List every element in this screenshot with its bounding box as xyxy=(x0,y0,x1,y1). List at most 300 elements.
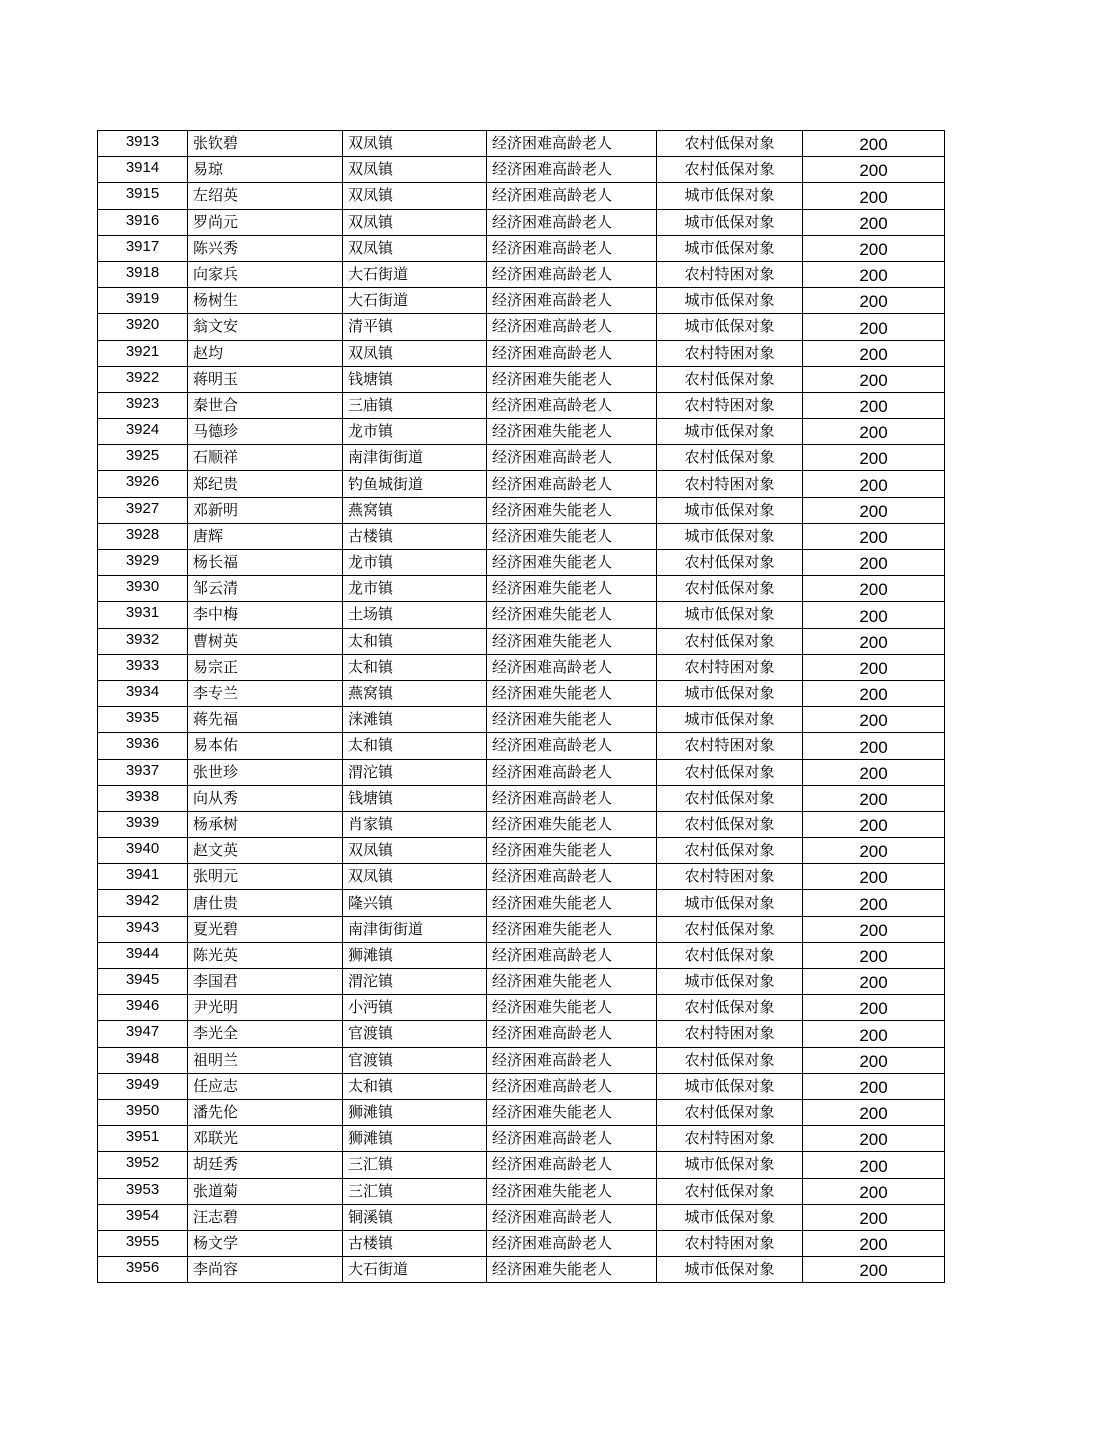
category-cell: 经济困难高龄老人 xyxy=(487,340,657,366)
town-cell: 三庙镇 xyxy=(343,392,487,418)
amount-cell: 200 xyxy=(803,1047,945,1073)
name-cell: 李中梅 xyxy=(188,602,343,628)
amount-cell: 200 xyxy=(803,733,945,759)
name-cell: 李专兰 xyxy=(188,680,343,706)
name-cell: 杨树生 xyxy=(188,288,343,314)
category-cell: 经济困难失能老人 xyxy=(487,523,657,549)
table-row xyxy=(98,523,945,549)
name-cell: 左绍英 xyxy=(188,183,343,209)
table-row xyxy=(98,497,945,523)
category-cell: 经济困难高龄老人 xyxy=(487,1230,657,1256)
type-cell: 农村低保对象 xyxy=(657,1178,803,1204)
amount-cell: 200 xyxy=(803,1230,945,1256)
category-cell: 经济困难失能老人 xyxy=(487,602,657,628)
amount-cell: 200 xyxy=(803,707,945,733)
table-row xyxy=(98,1047,945,1073)
category-cell: 经济困难失能老人 xyxy=(487,838,657,864)
table-row xyxy=(98,131,945,157)
table-row xyxy=(98,314,945,340)
amount-cell: 200 xyxy=(803,864,945,890)
table-row xyxy=(98,1152,945,1178)
row-number-cell: 3935 xyxy=(98,707,188,733)
amount-cell: 200 xyxy=(803,680,945,706)
town-cell: 官渡镇 xyxy=(343,1047,487,1073)
category-cell: 经济困难失能老人 xyxy=(487,916,657,942)
table-row xyxy=(98,811,945,837)
name-cell: 易宗正 xyxy=(188,654,343,680)
type-cell: 农村低保对象 xyxy=(657,157,803,183)
amount-cell: 200 xyxy=(803,942,945,968)
town-cell: 太和镇 xyxy=(343,1073,487,1099)
amount-cell: 200 xyxy=(803,550,945,576)
type-cell: 农村低保对象 xyxy=(657,838,803,864)
type-cell: 城市低保对象 xyxy=(657,1204,803,1230)
amount-cell: 200 xyxy=(803,838,945,864)
table-row xyxy=(98,209,945,235)
row-number-cell: 3930 xyxy=(98,576,188,602)
amount-cell: 200 xyxy=(803,1178,945,1204)
name-cell: 杨文学 xyxy=(188,1230,343,1256)
name-cell: 任应志 xyxy=(188,1073,343,1099)
town-cell: 狮滩镇 xyxy=(343,1099,487,1125)
amount-cell: 200 xyxy=(803,916,945,942)
town-cell: 龙市镇 xyxy=(343,419,487,445)
table-row xyxy=(98,707,945,733)
name-cell: 赵均 xyxy=(188,340,343,366)
name-cell: 易本佑 xyxy=(188,733,343,759)
row-number-cell: 3929 xyxy=(98,550,188,576)
town-cell: 太和镇 xyxy=(343,733,487,759)
town-cell: 土场镇 xyxy=(343,602,487,628)
name-cell: 张道菊 xyxy=(188,1178,343,1204)
row-number-cell: 3946 xyxy=(98,995,188,1021)
row-number-cell: 3937 xyxy=(98,759,188,785)
category-cell: 经济困难高龄老人 xyxy=(487,864,657,890)
row-number-cell: 3921 xyxy=(98,340,188,366)
name-cell: 秦世合 xyxy=(188,392,343,418)
row-number-cell: 3934 xyxy=(98,680,188,706)
table-row xyxy=(98,942,945,968)
amount-cell: 200 xyxy=(803,969,945,995)
row-number-cell: 3916 xyxy=(98,209,188,235)
name-cell: 祖明兰 xyxy=(188,1047,343,1073)
amount-cell: 200 xyxy=(803,261,945,287)
amount-cell: 200 xyxy=(803,392,945,418)
town-cell: 隆兴镇 xyxy=(343,890,487,916)
amount-cell: 200 xyxy=(803,785,945,811)
type-cell: 城市低保对象 xyxy=(657,969,803,995)
row-number-cell: 3943 xyxy=(98,916,188,942)
type-cell: 农村特困对象 xyxy=(657,261,803,287)
row-number-cell: 3940 xyxy=(98,838,188,864)
row-number-cell: 3917 xyxy=(98,235,188,261)
row-number-cell: 3948 xyxy=(98,1047,188,1073)
amount-cell: 200 xyxy=(803,811,945,837)
category-cell: 经济困难高龄老人 xyxy=(487,157,657,183)
table-row xyxy=(98,733,945,759)
name-cell: 马德珍 xyxy=(188,419,343,445)
name-cell: 邹云清 xyxy=(188,576,343,602)
row-number-cell: 3955 xyxy=(98,1230,188,1256)
amount-cell: 200 xyxy=(803,471,945,497)
table-row xyxy=(98,261,945,287)
name-cell: 石顺祥 xyxy=(188,445,343,471)
category-cell: 经济困难高龄老人 xyxy=(487,209,657,235)
amount-cell: 200 xyxy=(803,576,945,602)
name-cell: 夏光碧 xyxy=(188,916,343,942)
category-cell: 经济困难失能老人 xyxy=(487,811,657,837)
type-cell: 农村低保对象 xyxy=(657,811,803,837)
table-row xyxy=(98,1099,945,1125)
row-number-cell: 3945 xyxy=(98,969,188,995)
table-row xyxy=(98,1204,945,1230)
table-row xyxy=(98,445,945,471)
table-row xyxy=(98,1230,945,1256)
row-number-cell: 3918 xyxy=(98,261,188,287)
amount-cell: 200 xyxy=(803,235,945,261)
row-number-cell: 3928 xyxy=(98,523,188,549)
table-row xyxy=(98,340,945,366)
category-cell: 经济困难高龄老人 xyxy=(487,314,657,340)
town-cell: 狮滩镇 xyxy=(343,942,487,968)
town-cell: 古楼镇 xyxy=(343,1230,487,1256)
table-row xyxy=(98,576,945,602)
type-cell: 农村特困对象 xyxy=(657,1021,803,1047)
table-row xyxy=(98,1126,945,1152)
type-cell: 农村低保对象 xyxy=(657,576,803,602)
type-cell: 农村特困对象 xyxy=(657,471,803,497)
type-cell: 农村低保对象 xyxy=(657,995,803,1021)
type-cell: 农村特困对象 xyxy=(657,340,803,366)
row-number-cell: 3938 xyxy=(98,785,188,811)
name-cell: 李尚容 xyxy=(188,1257,343,1283)
town-cell: 官渡镇 xyxy=(343,1021,487,1047)
amount-cell: 200 xyxy=(803,209,945,235)
name-cell: 杨承树 xyxy=(188,811,343,837)
row-number-cell: 3949 xyxy=(98,1073,188,1099)
amount-cell: 200 xyxy=(803,288,945,314)
type-cell: 城市低保对象 xyxy=(657,1257,803,1283)
type-cell: 城市低保对象 xyxy=(657,602,803,628)
amount-cell: 200 xyxy=(803,759,945,785)
type-cell: 农村低保对象 xyxy=(657,785,803,811)
row-number-cell: 3953 xyxy=(98,1178,188,1204)
category-cell: 经济困难失能老人 xyxy=(487,366,657,392)
table-row xyxy=(98,628,945,654)
name-cell: 向从秀 xyxy=(188,785,343,811)
name-cell: 潘先伦 xyxy=(188,1099,343,1125)
row-number-cell: 3954 xyxy=(98,1204,188,1230)
category-cell: 经济困难高龄老人 xyxy=(487,1021,657,1047)
town-cell: 双凤镇 xyxy=(343,864,487,890)
category-cell: 经济困难高龄老人 xyxy=(487,1047,657,1073)
category-cell: 经济困难高龄老人 xyxy=(487,654,657,680)
table-row xyxy=(98,969,945,995)
town-cell: 铜溪镇 xyxy=(343,1204,487,1230)
type-cell: 农村低保对象 xyxy=(657,942,803,968)
type-cell: 农村特困对象 xyxy=(657,654,803,680)
town-cell: 钓鱼城街道 xyxy=(343,471,487,497)
table-row xyxy=(98,759,945,785)
category-cell: 经济困难高龄老人 xyxy=(487,261,657,287)
amount-cell: 200 xyxy=(803,1257,945,1283)
type-cell: 农村特困对象 xyxy=(657,1230,803,1256)
category-cell: 经济困难高龄老人 xyxy=(487,942,657,968)
category-cell: 经济困难高龄老人 xyxy=(487,1152,657,1178)
row-number-cell: 3931 xyxy=(98,602,188,628)
amount-cell: 200 xyxy=(803,602,945,628)
type-cell: 城市低保对象 xyxy=(657,209,803,235)
town-cell: 大石街道 xyxy=(343,1257,487,1283)
type-cell: 农村低保对象 xyxy=(657,916,803,942)
row-number-cell: 3924 xyxy=(98,419,188,445)
category-cell: 经济困难高龄老人 xyxy=(487,131,657,157)
category-cell: 经济困难失能老人 xyxy=(487,628,657,654)
type-cell: 农村低保对象 xyxy=(657,1099,803,1125)
type-cell: 城市低保对象 xyxy=(657,1152,803,1178)
category-cell: 经济困难失能老人 xyxy=(487,969,657,995)
subsidy-table xyxy=(97,130,945,1283)
table-row xyxy=(98,1178,945,1204)
category-cell: 经济困难失能老人 xyxy=(487,550,657,576)
amount-cell: 200 xyxy=(803,1204,945,1230)
row-number-cell: 3952 xyxy=(98,1152,188,1178)
table-row xyxy=(98,785,945,811)
category-cell: 经济困难高龄老人 xyxy=(487,1073,657,1099)
amount-cell: 200 xyxy=(803,497,945,523)
row-number-cell: 3922 xyxy=(98,366,188,392)
type-cell: 城市低保对象 xyxy=(657,183,803,209)
row-number-cell: 3941 xyxy=(98,864,188,890)
table-body xyxy=(98,131,945,1283)
table-row xyxy=(98,471,945,497)
row-number-cell: 3927 xyxy=(98,497,188,523)
table-row xyxy=(98,838,945,864)
type-cell: 城市低保对象 xyxy=(657,890,803,916)
town-cell: 双凤镇 xyxy=(343,131,487,157)
category-cell: 经济困难高龄老人 xyxy=(487,288,657,314)
category-cell: 经济困难高龄老人 xyxy=(487,1126,657,1152)
type-cell: 农村特困对象 xyxy=(657,392,803,418)
amount-cell: 200 xyxy=(803,445,945,471)
type-cell: 农村低保对象 xyxy=(657,445,803,471)
town-cell: 涞滩镇 xyxy=(343,707,487,733)
name-cell: 赵文英 xyxy=(188,838,343,864)
town-cell: 太和镇 xyxy=(343,654,487,680)
table-row xyxy=(98,680,945,706)
row-number-cell: 3947 xyxy=(98,1021,188,1047)
type-cell: 城市低保对象 xyxy=(657,707,803,733)
table-row xyxy=(98,235,945,261)
table-row xyxy=(98,183,945,209)
category-cell: 经济困难失能老人 xyxy=(487,890,657,916)
amount-cell: 200 xyxy=(803,654,945,680)
town-cell: 双凤镇 xyxy=(343,209,487,235)
amount-cell: 200 xyxy=(803,995,945,1021)
type-cell: 城市低保对象 xyxy=(657,680,803,706)
row-number-cell: 3932 xyxy=(98,628,188,654)
town-cell: 双凤镇 xyxy=(343,157,487,183)
town-cell: 南津街街道 xyxy=(343,916,487,942)
type-cell: 城市低保对象 xyxy=(657,523,803,549)
row-number-cell: 3939 xyxy=(98,811,188,837)
town-cell: 狮滩镇 xyxy=(343,1126,487,1152)
town-cell: 清平镇 xyxy=(343,314,487,340)
amount-cell: 200 xyxy=(803,1152,945,1178)
row-number-cell: 3926 xyxy=(98,471,188,497)
row-number-cell: 3942 xyxy=(98,890,188,916)
amount-cell: 200 xyxy=(803,419,945,445)
table-row xyxy=(98,890,945,916)
type-cell: 农村低保对象 xyxy=(657,1047,803,1073)
town-cell: 渭沱镇 xyxy=(343,759,487,785)
table-row xyxy=(98,157,945,183)
row-number-cell: 3913 xyxy=(98,131,188,157)
category-cell: 经济困难高龄老人 xyxy=(487,471,657,497)
name-cell: 张明元 xyxy=(188,864,343,890)
type-cell: 城市低保对象 xyxy=(657,235,803,261)
name-cell: 尹光明 xyxy=(188,995,343,1021)
name-cell: 蒋明玉 xyxy=(188,366,343,392)
amount-cell: 200 xyxy=(803,890,945,916)
category-cell: 经济困难高龄老人 xyxy=(487,183,657,209)
name-cell: 李光全 xyxy=(188,1021,343,1047)
name-cell: 郑纪贵 xyxy=(188,471,343,497)
table-row xyxy=(98,392,945,418)
name-cell: 陈光英 xyxy=(188,942,343,968)
town-cell: 古楼镇 xyxy=(343,523,487,549)
category-cell: 经济困难失能老人 xyxy=(487,576,657,602)
amount-cell: 200 xyxy=(803,1021,945,1047)
town-cell: 大石街道 xyxy=(343,261,487,287)
town-cell: 双凤镇 xyxy=(343,340,487,366)
town-cell: 钱塘镇 xyxy=(343,366,487,392)
category-cell: 经济困难高龄老人 xyxy=(487,445,657,471)
type-cell: 城市低保对象 xyxy=(657,419,803,445)
row-number-cell: 3919 xyxy=(98,288,188,314)
table-row xyxy=(98,1073,945,1099)
row-number-cell: 3956 xyxy=(98,1257,188,1283)
category-cell: 经济困难失能老人 xyxy=(487,497,657,523)
table-row xyxy=(98,419,945,445)
row-number-cell: 3915 xyxy=(98,183,188,209)
amount-cell: 200 xyxy=(803,1099,945,1125)
category-cell: 经济困难失能老人 xyxy=(487,1178,657,1204)
table-row xyxy=(98,1021,945,1047)
town-cell: 双凤镇 xyxy=(343,183,487,209)
category-cell: 经济困难高龄老人 xyxy=(487,235,657,261)
name-cell: 张世珍 xyxy=(188,759,343,785)
category-cell: 经济困难失能老人 xyxy=(487,419,657,445)
town-cell: 燕窝镇 xyxy=(343,680,487,706)
amount-cell: 200 xyxy=(803,183,945,209)
row-number-cell: 3914 xyxy=(98,157,188,183)
category-cell: 经济困难高龄老人 xyxy=(487,733,657,759)
row-number-cell: 3925 xyxy=(98,445,188,471)
town-cell: 燕窝镇 xyxy=(343,497,487,523)
name-cell: 唐辉 xyxy=(188,523,343,549)
row-number-cell: 3936 xyxy=(98,733,188,759)
amount-cell: 200 xyxy=(803,628,945,654)
town-cell: 太和镇 xyxy=(343,628,487,654)
amount-cell: 200 xyxy=(803,314,945,340)
type-cell: 城市低保对象 xyxy=(657,314,803,340)
town-cell: 小沔镇 xyxy=(343,995,487,1021)
type-cell: 农村低保对象 xyxy=(657,366,803,392)
name-cell: 翁文安 xyxy=(188,314,343,340)
category-cell: 经济困难高龄老人 xyxy=(487,1204,657,1230)
row-number-cell: 3951 xyxy=(98,1126,188,1152)
type-cell: 农村特困对象 xyxy=(657,1126,803,1152)
type-cell: 农村低保对象 xyxy=(657,628,803,654)
name-cell: 杨长福 xyxy=(188,550,343,576)
table-row xyxy=(98,654,945,680)
amount-cell: 200 xyxy=(803,523,945,549)
table-row xyxy=(98,1257,945,1283)
category-cell: 经济困难失能老人 xyxy=(487,1257,657,1283)
table-row xyxy=(98,916,945,942)
name-cell: 唐仕贵 xyxy=(188,890,343,916)
type-cell: 农村低保对象 xyxy=(657,131,803,157)
name-cell: 李国君 xyxy=(188,969,343,995)
name-cell: 易琼 xyxy=(188,157,343,183)
town-cell: 渭沱镇 xyxy=(343,969,487,995)
amount-cell: 200 xyxy=(803,340,945,366)
name-cell: 罗尚元 xyxy=(188,209,343,235)
town-cell: 钱塘镇 xyxy=(343,785,487,811)
category-cell: 经济困难高龄老人 xyxy=(487,759,657,785)
category-cell: 经济困难失能老人 xyxy=(487,995,657,1021)
town-cell: 三汇镇 xyxy=(343,1152,487,1178)
name-cell: 陈兴秀 xyxy=(188,235,343,261)
town-cell: 大石街道 xyxy=(343,288,487,314)
name-cell: 邓联光 xyxy=(188,1126,343,1152)
row-number-cell: 3933 xyxy=(98,654,188,680)
category-cell: 经济困难失能老人 xyxy=(487,1099,657,1125)
name-cell: 邓新明 xyxy=(188,497,343,523)
town-cell: 龙市镇 xyxy=(343,576,487,602)
row-number-cell: 3944 xyxy=(98,942,188,968)
name-cell: 张钦碧 xyxy=(188,131,343,157)
row-number-cell: 3920 xyxy=(98,314,188,340)
type-cell: 农村特困对象 xyxy=(657,733,803,759)
table-row xyxy=(98,288,945,314)
table-row xyxy=(98,864,945,890)
category-cell: 经济困难高龄老人 xyxy=(487,785,657,811)
town-cell: 双凤镇 xyxy=(343,235,487,261)
category-cell: 经济困难失能老人 xyxy=(487,707,657,733)
category-cell: 经济困难失能老人 xyxy=(487,680,657,706)
town-cell: 南津街街道 xyxy=(343,445,487,471)
town-cell: 肖家镇 xyxy=(343,811,487,837)
table-row xyxy=(98,550,945,576)
amount-cell: 200 xyxy=(803,131,945,157)
table-row xyxy=(98,995,945,1021)
amount-cell: 200 xyxy=(803,366,945,392)
amount-cell: 200 xyxy=(803,1073,945,1099)
name-cell: 曹树英 xyxy=(188,628,343,654)
name-cell: 胡廷秀 xyxy=(188,1152,343,1178)
type-cell: 城市低保对象 xyxy=(657,497,803,523)
type-cell: 农村特困对象 xyxy=(657,864,803,890)
amount-cell: 200 xyxy=(803,1126,945,1152)
table-row xyxy=(98,602,945,628)
type-cell: 城市低保对象 xyxy=(657,288,803,314)
town-cell: 三汇镇 xyxy=(343,1178,487,1204)
category-cell: 经济困难高龄老人 xyxy=(487,392,657,418)
table-row xyxy=(98,366,945,392)
name-cell: 汪志碧 xyxy=(188,1204,343,1230)
